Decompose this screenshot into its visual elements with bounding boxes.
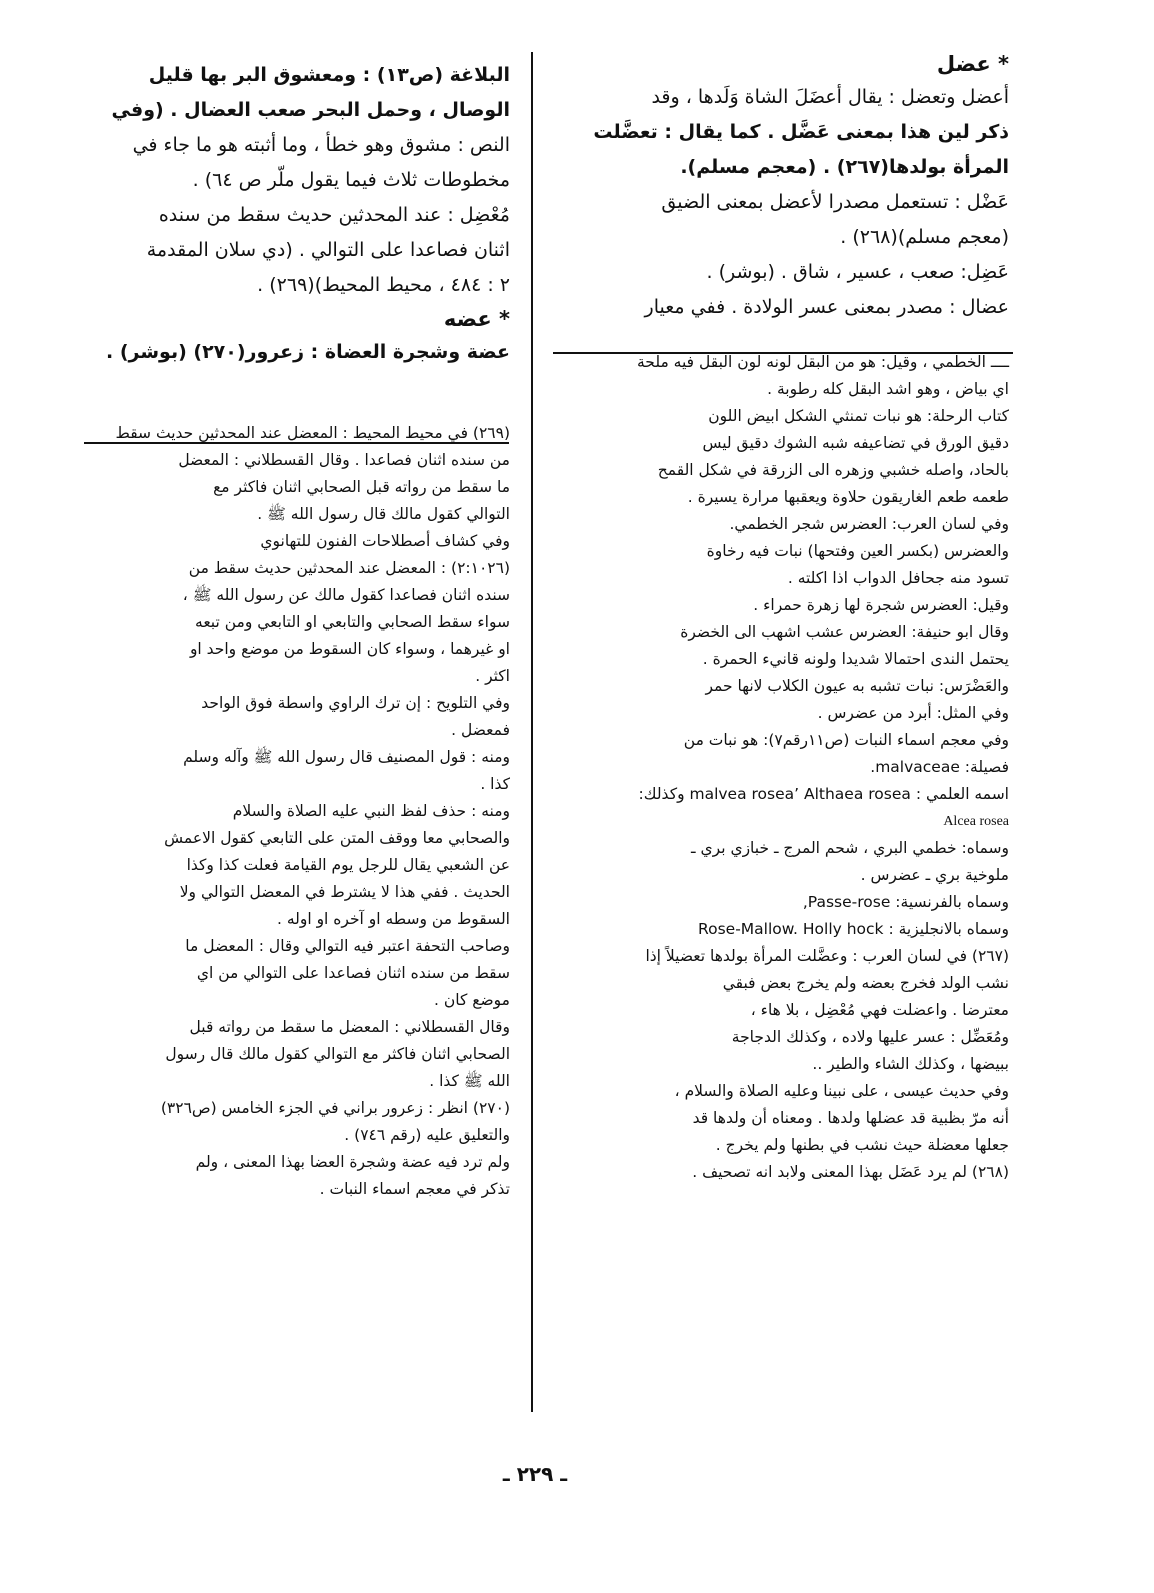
footnote-line: (٢:١٠٢٦) : المعضل عند المحدثين حديث سقط من [188, 559, 510, 577]
main-line: أعضل وتعضل : يقال أعضَلَ الشاة وَلَدها ، وقد [651, 86, 1009, 108]
footnote-line: اسمه العلمي : malvea rosea’ Althaea rosea وكذلك: [638, 785, 1009, 803]
left-footnotes [78, 420, 510, 1203]
footnote-line: تذكر في معجم اسماء النبات . [319, 1180, 510, 1198]
main-line: عَضْل : تستعمل مصدرا لأعضل بمعنى الضيق [661, 191, 1009, 213]
footnote-line: وفي معجم اسماء النبات (ص١١رقم٧): هو نبات من [683, 731, 1009, 749]
footnote-line: ما سقط من رواته قبل الصحابي اثنان فاكثر مع [213, 478, 510, 496]
footnote-line: وقال ابو حنيفة: العضرس عشب اشهب الى الخضرة [680, 623, 1009, 641]
main-line: ذكر لين هذا بمعنى عَضَّل . كما يقال : تعضَّلت [593, 121, 1009, 143]
footnote-line: فمعضل . [451, 721, 510, 739]
footnote-line: موضع كان . [434, 991, 510, 1009]
right-main-text [553, 80, 1009, 325]
footnote-line: سنده اثنان فصاعدا كقول مالك عن رسول الله ﷺ ، [182, 586, 510, 604]
entry-heading-adl: * عضل [936, 52, 1009, 76]
entry-heading-adh: * عضه [443, 307, 510, 331]
footnote-line: ملوخية بري ـ عضرس . [860, 866, 1009, 884]
footnote-line: (٢٦٩) في محيط المحيط : المعضل عند المحدثين حديث سقط [115, 424, 510, 442]
footnote-line: دقيق الورق في تضاعيفه شبه الشوك دقيق ليس [702, 434, 1009, 452]
footnote-line: اي بياض ، وهو اشد البقل كله رطوبة . [767, 380, 1009, 398]
footnote-line: او غيرهما ، وسواء كان السقوط من موضع واحد او [189, 640, 510, 658]
footnote-line: السقوط من وسطه او آخره او اوله . [276, 910, 510, 928]
footnote-line: أنه مرّ بظبية قد عضلها ولدها . ومعناه أن ولدها قد [692, 1109, 1009, 1127]
main-line: (معجم مسلم)(٢٦٨) . [840, 226, 1009, 248]
footnote-line: وسماه: خطمي البري ، شحم المرج ـ خبازي بري ـ [691, 839, 1009, 857]
footnote-line: ومنه : قول المصنيف قال رسول الله ﷺ وآله وسلم [183, 748, 510, 766]
footnote-line: (٢٦٧) في لسان العرب : وعضَّلت المرأة بولدها تعضيلاً إذا [645, 947, 1009, 965]
right-footnotes [553, 349, 1009, 1186]
footnote-line: وسماه بالفرنسية: Passe-rose, [802, 893, 1009, 911]
footnote-line: (٢٧٠) انظر : زعرور براني في الجزء الخامس (ص٣٢٦) [160, 1099, 510, 1117]
footnote-line: (٢٦٨) لم يرد عَضَل بهذا المعنى ولابد انه تصحيف . [692, 1163, 1009, 1181]
main-line: الوصال ، وحمل البحر صعب العضال . (وفي [111, 99, 510, 121]
footnote-line: الحديث . ففي هذا لا يشترط في المعضل التوالي ولا [179, 883, 510, 901]
footnote-line: والعَضْرَس: نبات تشبه به عيون الكلاب لانها حمر [705, 677, 1009, 695]
footnote-line: والتعليق عليه (رقم ٧٤٦) . [344, 1126, 510, 1144]
main-line: عَضِل: صعب ، عسير ، شاق . (بوشر) . [706, 261, 1009, 283]
footnote-line: ومنه : حذف لفظ النبي عليه الصلاة والسلام [232, 802, 510, 820]
column-divider [531, 52, 533, 1412]
footnote-line: وفي حديث عيسى ، على نبينا وعليه الصلاة والسلام ، [674, 1082, 1009, 1100]
footnote-line: وفي كشاف أصطلاحات الفنون للتهانوي [260, 532, 510, 550]
footnote-line: نشب الولد فخرج بعضه ولم يخرج بعض فبقي [722, 974, 1009, 992]
footnote-line: عن الشعبي يقال للرجل يوم القيامة فعلت كذا وكذا [186, 856, 510, 874]
footnote-line: وفي لسان العرب: العضرس شجر الخطمي. [729, 515, 1009, 533]
footnote-line: بالحاد، واصله خشبي وزهره الى الزرقة في شكل القمح [657, 461, 1009, 479]
footnote-line: اكثر . [475, 667, 510, 685]
main-line: اثنان فصاعدا على التوالي . (دي سلان المقدمة [146, 239, 510, 261]
main-line: مخطوطات ثلاث فيما يقول ملّر ص ٦٤) . [192, 169, 510, 191]
left-main-text [78, 58, 510, 370]
main-line: ٢ : ٤٨٤ ، محيط المحيط)(٢٦٩) . [257, 274, 510, 296]
footnote-line: ولم ترد فيه عضة وشجرة العضا بهذا المعنى ، ولم [195, 1153, 510, 1171]
footnote-line: وقال القسطلاني : المعضل ما سقط من رواته قبل [189, 1018, 510, 1036]
main-line: النص : مشوق وهو خطأ ، وما أثبته هو ما جاء في [132, 134, 510, 156]
footnote-line: الصحابي اثنان فاكثر مع التوالي كقول مالك قال رسول [165, 1045, 510, 1063]
main-line: المرأة بولدها(٢٦٧) . (معجم مسلم). [680, 156, 1009, 178]
footnote-line: كذا . [480, 775, 510, 793]
footnote-line: سواء سقط الصحابي والتابعي او التابعي ومن تبعه [195, 613, 510, 631]
footnote-line: معترضا . واعضلت فهي مُعْضِل ، بلا هاء ، [750, 1001, 1009, 1019]
page-number: ـ ٢٢٩ ـ [502, 1462, 568, 1486]
footnote-line: طعمه طعم الغاريقون حلاوة ويعقبها مرارة يسيرة . [687, 488, 1009, 506]
footnote-line: فصيلة: malvaceae. [870, 758, 1009, 776]
footnote-line-latin: Alcea rosea [943, 814, 1009, 829]
footnote-line: ــــ الخطمي ، وقيل: هو من البقل لونه لون البقل فيه ملحة [637, 353, 1009, 371]
main-line: عضة وشجرة العضاة : زعرور(٢٧٠) (بوشر) . [106, 341, 510, 363]
footnote-line: الله ﷺ كذا . [429, 1072, 510, 1090]
footnote-line: وقيل: العضرس شجرة لها زهرة حمراء . [753, 596, 1009, 614]
footnote-line: وصاحب التحفة اعتبر فيه التوالي وقال : المعضل ما [185, 937, 510, 955]
footnote-line: جعلها معضلة حيث نشب في بطنها ولم يخرج . [715, 1136, 1009, 1154]
footnote-line: ببيضها ، وكذلك الشاء والطير .. [812, 1055, 1009, 1073]
footnote-line: كتاب الرحلة: هو نبات تمنثي الشكل ابيض اللون [708, 407, 1009, 425]
left-column [78, 58, 510, 1203]
footnote-line: وفي المثل: أبرد من عضرس . [817, 704, 1009, 722]
footnote-line: سقط من سنده اثنان فصاعدا على التوالي من اي [196, 964, 510, 982]
main-line: مُعْضِل : عند المحدثين حديث سقط من سنده [158, 204, 510, 226]
footnote-line: التوالي كقول مالك قال رسول الله ﷺ . [257, 505, 510, 523]
footnote-line: من سنده اثنان فصاعدا . وقال القسطلاني : المعضل [178, 451, 510, 469]
right-column [553, 48, 1009, 1186]
footnote-line: وفي التلويح : إن ترك الراوي واسطة فوق الواحد [201, 694, 510, 712]
footnote-line: ومُعَضِّل : عسر عليها ولاده ، وكذلك الدجاجة [731, 1028, 1009, 1046]
footnote-line: وسماه بالانجليزية : Rose-Mallow. Holly hock [698, 920, 1009, 938]
footnote-line: يحتمل الندى احتمالا شديدا ولونه قانيء الحمرة . [702, 650, 1009, 668]
footnote-line: والصحابي معا ووقف المتن على التابعي كقول الاعمش [164, 829, 510, 847]
footnote-line: تسود منه جحافل الدواب اذا اكلته . [787, 569, 1009, 587]
main-line: البلاغة (ص١٣) : ومعشوق البر بها قليل [148, 64, 510, 86]
main-line: عضال : مصدر بمعنى عسر الولادة . ففي معيار [644, 296, 1009, 318]
footnote-line: والعضرس (بكسر العين وفتحها) نبات فيه رخاوة [706, 542, 1009, 560]
